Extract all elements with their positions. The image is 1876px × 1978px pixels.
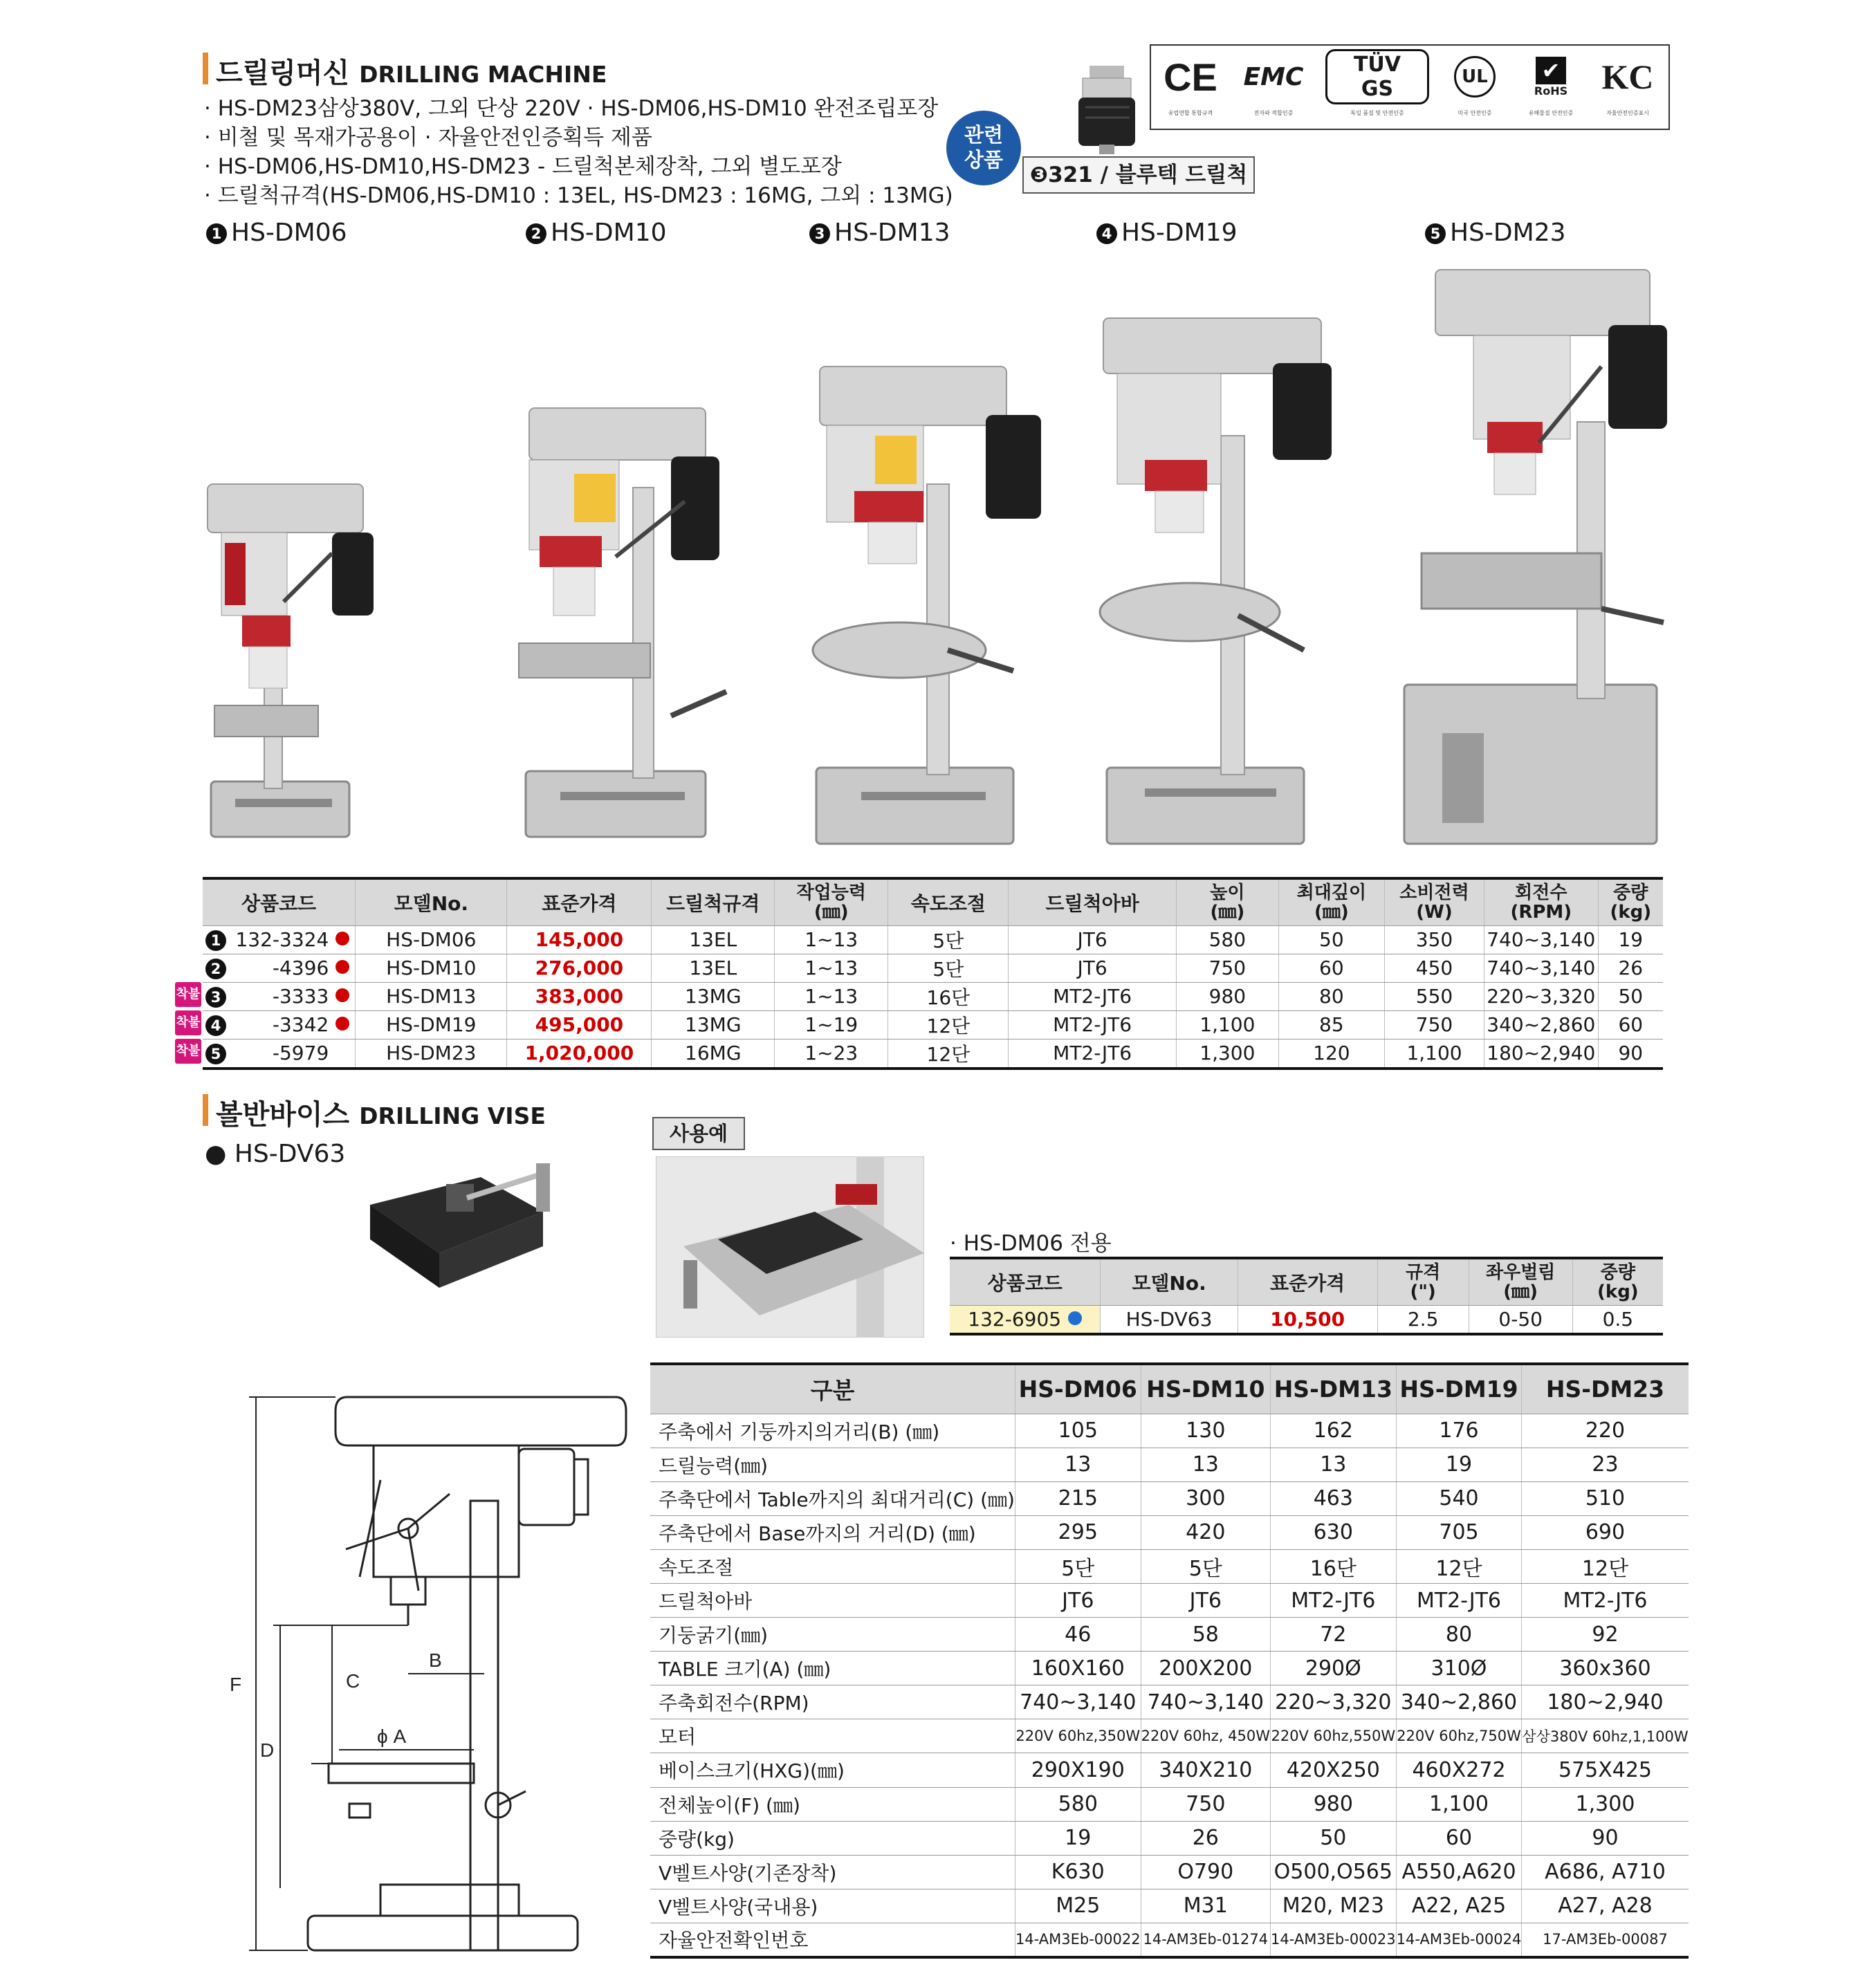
- ce-mark-icon: CE: [1164, 55, 1217, 99]
- spec-table: [650, 1362, 1689, 1959]
- status-dot: [335, 932, 349, 945]
- column-header: HS-DM10: [1141, 1364, 1270, 1414]
- spec-label-cell: TABLE 크기(A) (㎜): [650, 1652, 1015, 1685]
- column-header: 구분: [650, 1364, 1015, 1414]
- cert-caption: 미국 안전인증: [1457, 110, 1492, 116]
- column-header: 상품코드: [203, 878, 356, 925]
- column-header: 높이 (㎜): [1176, 878, 1278, 925]
- spec-value-cell: 23: [1522, 1448, 1689, 1481]
- dimension-label-b: B: [429, 1649, 442, 1671]
- drill-press-image-dm13: [806, 360, 1055, 851]
- spec-value-cell: MT2-JT6: [1270, 1583, 1396, 1617]
- spec-label-cell: 전체높이(F) (㎜): [650, 1787, 1015, 1821]
- table-row: [650, 1753, 1689, 1787]
- table-row: [650, 1787, 1689, 1821]
- kc-mark-icon: KC: [1601, 57, 1654, 96]
- usage-example-label: 사용예: [652, 1117, 745, 1150]
- spec-value-cell: 13: [1141, 1448, 1270, 1481]
- spec-value-cell: 16단: [1270, 1549, 1396, 1583]
- spec-value-cell: 13: [1270, 1448, 1396, 1481]
- drill-chuck-image: [1069, 66, 1145, 156]
- spec-value-cell: A686, A710: [1522, 1855, 1689, 1889]
- table-row: [650, 1549, 1689, 1583]
- spec-value-cell: 575X425: [1522, 1753, 1689, 1787]
- spec-value-cell: 750: [1141, 1787, 1270, 1821]
- spec-value-cell: M20, M23: [1270, 1889, 1396, 1923]
- collect-on-delivery-tag: 착불: [175, 1010, 201, 1035]
- spec-value-cell: 19: [1015, 1821, 1141, 1855]
- table-row: [650, 1448, 1689, 1481]
- column-header: 속도조절: [888, 878, 1009, 925]
- status-dot: [335, 1017, 349, 1030]
- check-icon: ✔: [1536, 57, 1566, 84]
- drill-press-image-dm19: [1096, 311, 1345, 851]
- spec-value-cell: 510: [1522, 1481, 1689, 1515]
- spec-value-cell: 130: [1141, 1414, 1270, 1448]
- product-code-cell: 2 -4396: [203, 954, 356, 982]
- table-row: [650, 1414, 1689, 1448]
- spec-value-cell: 17-AM3Eb-00087: [1522, 1923, 1689, 1957]
- spec-value-cell: 12단: [1396, 1549, 1522, 1583]
- spec-label-cell: 모터: [650, 1719, 1015, 1753]
- section-title-ko: 드릴링머신: [216, 57, 350, 89]
- column-header: 표준가격: [1238, 1258, 1377, 1305]
- cert-caption: 독일 품질 및 안전인증: [1350, 110, 1404, 116]
- spec-label-cell: 베이스크기(HXG)(㎜): [650, 1753, 1015, 1787]
- spec-value-cell: 72: [1270, 1618, 1396, 1652]
- column-header: 표준가격: [507, 878, 652, 925]
- spec-value-cell: 105: [1015, 1414, 1141, 1448]
- spec-value-cell: 1,300: [1522, 1787, 1689, 1821]
- cert-item: [1591, 46, 1664, 129]
- column-header: 좌우벌림 (㎜): [1469, 1258, 1572, 1305]
- spec-value-cell: 92: [1522, 1618, 1689, 1652]
- spec-value-cell: 14-AM3Eb-00023: [1270, 1923, 1396, 1957]
- column-header: HS-DM13: [1270, 1364, 1396, 1414]
- table-row: [650, 1923, 1689, 1957]
- spec-value-cell: 삼상380V 60hz,1,100W: [1522, 1719, 1689, 1753]
- column-header: 회전수 (RPM): [1484, 878, 1598, 925]
- column-header: 드릴척아바: [1009, 878, 1177, 925]
- spec-value-cell: 12단: [1522, 1549, 1689, 1583]
- table-row: 1 132-3324 HS-DM06 145,000 13EL 1~13 5단 JT6 580 50 350 740~3,140 19: [203, 925, 1663, 954]
- related-product-badge: 관련 상품: [946, 111, 1021, 185]
- cert-item: [1514, 46, 1588, 129]
- drilling-vise-image: [363, 1156, 585, 1295]
- spec-value-cell: 160X160: [1015, 1652, 1141, 1685]
- vise-model-label: ● HS-DV63: [205, 1140, 346, 1168]
- dimension-diagram: [221, 1376, 636, 1964]
- spec-label-cell: V벨트사양(국내용): [650, 1889, 1015, 1923]
- spec-value-cell: 180~2,940: [1522, 1685, 1689, 1719]
- spec-label-cell: 주축단에서 Base까지의 거리(D) (㎜): [650, 1515, 1015, 1549]
- spec-value-cell: 220V 60hz, 450W: [1141, 1719, 1270, 1753]
- spec-value-cell: 740~3,140: [1141, 1685, 1270, 1719]
- status-dot: [1068, 1311, 1082, 1325]
- spec-value-cell: 14-AM3Eb-00022: [1015, 1923, 1141, 1957]
- column-header: 모델No.: [1101, 1258, 1238, 1305]
- spec-label-cell: 기둥굵기(㎜): [650, 1618, 1015, 1652]
- table-row: 5 -5979 HS-DM23 1,020,000 16MG 1~23 12단 MT2-JT6 1,300 120 1,100 180~2,940 90: [203, 1039, 1663, 1069]
- cert-item: [1438, 46, 1511, 129]
- spec-value-cell: 740~3,140: [1015, 1685, 1141, 1719]
- spec-value-cell: 340~2,860: [1396, 1685, 1522, 1719]
- column-header: 드릴척규격: [652, 878, 775, 925]
- spec-label-cell: V벨트사양(기존장착): [650, 1855, 1015, 1889]
- table-row: 2 -4396 HS-DM10 276,000 13EL 1~13 5단 JT6 750 60 450 740~3,140 26: [203, 954, 1663, 982]
- spec-value-cell: JT6: [1015, 1583, 1141, 1617]
- collect-on-delivery-tag: 착불: [175, 982, 201, 1007]
- spec-label-cell: 속도조절: [650, 1549, 1015, 1583]
- table-row: [650, 1515, 1689, 1549]
- table-header-row: [203, 878, 1663, 925]
- column-header: 최대깊이 (㎜): [1278, 878, 1384, 925]
- cert-caption: 전자파 적합인증: [1253, 110, 1294, 116]
- dimension-label-d: D: [260, 1739, 275, 1761]
- table-row: [650, 1481, 1689, 1515]
- status-dot: [335, 960, 349, 974]
- spec-value-cell: 50: [1270, 1821, 1396, 1855]
- table-row: 132-6905 HS-DV63 10,500 2.5 0-50 0.5: [950, 1305, 1663, 1334]
- section-accent-bar: [203, 53, 208, 84]
- cert-caption: 자율안전인증표시: [1606, 110, 1649, 116]
- model-label-4: 4 HS-DM19: [1096, 219, 1238, 247]
- spec-value-cell: 14-AM3Eb-00024: [1396, 1923, 1522, 1957]
- spec-value-cell: K630: [1015, 1855, 1141, 1889]
- spec-label-cell: 드릴능력(㎜): [650, 1448, 1015, 1481]
- dimension-label-c: C: [346, 1670, 360, 1692]
- section-title-en: DRILLING VISE: [359, 1102, 546, 1129]
- vise-section-title: [216, 1093, 546, 1132]
- product-code-cell: 4 -3342: [203, 1010, 356, 1039]
- spec-value-cell: 630: [1270, 1515, 1396, 1549]
- table-row: [650, 1618, 1689, 1652]
- spec-value-cell: 215: [1015, 1481, 1141, 1515]
- column-header: HS-DM23: [1522, 1364, 1689, 1414]
- spec-value-cell: O500,O565: [1270, 1855, 1396, 1889]
- spec-value-cell: A550,A620: [1396, 1855, 1522, 1889]
- spec-value-cell: 220V 60hz,750W: [1396, 1719, 1522, 1753]
- model-label-2: 2 HS-DM10: [526, 219, 667, 247]
- table-row: 3 -3333 HS-DM13 383,000 13MG 1~13 16단 MT2-JT6 980 80 550 220~3,320 50: [203, 982, 1663, 1010]
- dimension-label-f: F: [230, 1674, 242, 1695]
- section-title-en: DRILLING MACHINE: [359, 61, 607, 88]
- spec-value-cell: 220V 60hz,350W: [1015, 1719, 1141, 1753]
- column-header: 소비전력 (W): [1385, 878, 1484, 925]
- product-code-cell: 132-6905: [950, 1305, 1101, 1334]
- feature-bullet: · 드릴척규격(HS-DM06,HS-DM10 : 13EL, HS-DM23 : 16MG, 그외 : 13MG): [204, 183, 953, 208]
- spec-value-cell: 690: [1522, 1515, 1689, 1549]
- column-header: 작업능력 (㎜): [775, 878, 888, 925]
- spec-value-cell: 162: [1270, 1414, 1396, 1448]
- spec-value-cell: 420: [1141, 1515, 1270, 1549]
- vise-note: · HS-DM06 전용: [950, 1231, 1112, 1256]
- vise-table-wrap: [950, 1257, 1663, 1335]
- spec-value-cell: 220~3,320: [1270, 1685, 1396, 1719]
- spec-value-cell: MT2-JT6: [1522, 1583, 1689, 1617]
- rohs-mark-icon: ✔ RoHS: [1534, 57, 1568, 98]
- cert-caption: 유럽연합 통합규격: [1168, 110, 1213, 116]
- spec-value-cell: 300: [1141, 1481, 1270, 1515]
- spec-value-cell: 705: [1396, 1515, 1522, 1549]
- spec-value-cell: 290X190: [1015, 1753, 1141, 1787]
- spec-value-cell: 176: [1396, 1414, 1522, 1448]
- column-header: HS-DM19: [1396, 1364, 1522, 1414]
- section-title-ko: 볼반바이스: [216, 1099, 350, 1131]
- cert-caption: 유해물질 안전인증: [1528, 110, 1574, 116]
- table-row: [650, 1652, 1689, 1685]
- spec-value-cell: 220V 60hz,550W: [1270, 1719, 1396, 1753]
- spec-value-cell: M25: [1015, 1889, 1141, 1923]
- ul-mark-icon: UL: [1438, 55, 1511, 98]
- spec-value-cell: 1,100: [1396, 1787, 1522, 1821]
- spec-label-cell: 드릴척아바: [650, 1583, 1015, 1617]
- spec-value-cell: 580: [1015, 1787, 1141, 1821]
- feature-bullet: · HS-DM06,HS-DM10,HS-DM23 - 드릴척본체장착, 그외 별도포장: [204, 154, 842, 179]
- spec-value-cell: 80: [1396, 1618, 1522, 1652]
- spec-value-cell: 420X250: [1270, 1753, 1396, 1787]
- spec-label-cell: 주축에서 기둥까지의거리(B) (㎜): [650, 1414, 1015, 1448]
- spec-value-cell: 460X272: [1396, 1753, 1522, 1787]
- collect-on-delivery-tag: 착불: [175, 1039, 201, 1064]
- vise-table: [950, 1257, 1663, 1335]
- spec-value-cell: 540: [1396, 1481, 1522, 1515]
- column-header: 중량 (kg): [1598, 878, 1663, 925]
- feature-bullets: [204, 94, 953, 210]
- table-row: [650, 1889, 1689, 1923]
- spec-value-cell: 14-AM3Eb-01274: [1141, 1923, 1270, 1957]
- spec-value-cell: 5단: [1015, 1549, 1141, 1583]
- related-product-label: ❸321 / 블루텍 드릴척: [1022, 156, 1255, 194]
- product-code-cell: 3 -3333: [203, 982, 356, 1010]
- spec-value-cell: 980: [1270, 1787, 1396, 1821]
- table-header-row: [650, 1364, 1689, 1414]
- cert-item: [1237, 46, 1310, 129]
- spec-label-cell: 주축단에서 Table까지의 최대거리(C) (㎜): [650, 1481, 1015, 1515]
- spec-value-cell: 220: [1522, 1414, 1689, 1448]
- certification-box: [1150, 44, 1670, 130]
- spec-label-cell: 자율안전확인번호: [650, 1923, 1015, 1957]
- spec-value-cell: 90: [1522, 1821, 1689, 1855]
- spec-value-cell: 295: [1015, 1515, 1141, 1549]
- spec-value-cell: A22, A25: [1396, 1889, 1522, 1923]
- table-row: [650, 1719, 1689, 1753]
- spec-value-cell: MT2-JT6: [1396, 1583, 1522, 1617]
- model-label-5: 5 HS-DM23: [1425, 219, 1566, 247]
- section-accent-bar: [203, 1094, 208, 1126]
- status-dot: [335, 988, 349, 1002]
- model-label-1: 1 HS-DM06: [206, 219, 347, 247]
- drill-press-image-dm23: [1401, 263, 1691, 858]
- drill-press-image-dm06: [201, 477, 380, 844]
- table-row: [650, 1855, 1689, 1889]
- emc-mark-icon: EMC: [1243, 62, 1304, 91]
- column-header: 규격 ("): [1377, 1258, 1469, 1305]
- spec-value-cell: 463: [1270, 1481, 1396, 1515]
- spec-value-cell: 26: [1141, 1821, 1270, 1855]
- gs-mark-icon: TÜV GS: [1325, 55, 1429, 98]
- spec-label-cell: 주축회전수(RPM): [650, 1685, 1015, 1719]
- spec-value-cell: A27, A28: [1522, 1889, 1689, 1923]
- spec-value-cell: 290Ø: [1270, 1652, 1396, 1685]
- drill-press-image-dm10: [512, 405, 733, 847]
- table-row: 4 -3342 HS-DM19 495,000 13MG 1~19 12단 MT2-JT6 1,100 85 750 340~2,860 60: [203, 1010, 1663, 1039]
- column-header: 중량 (kg): [1572, 1258, 1663, 1305]
- spec-value-cell: M31: [1141, 1889, 1270, 1923]
- spec-value-cell: O790: [1141, 1855, 1270, 1889]
- spec-value-cell: 46: [1015, 1618, 1141, 1652]
- cert-item: [1325, 46, 1429, 129]
- product-code-cell: 1 132-3324: [203, 925, 356, 954]
- product-table: [203, 877, 1663, 1070]
- cert-item: [1154, 46, 1227, 129]
- feature-bullet: · 비철 및 목재가공용이 · 자율안전인증획득 제품: [204, 125, 652, 150]
- section-title: [216, 51, 607, 91]
- spec-value-cell: JT6: [1141, 1583, 1270, 1617]
- feature-bullet: · HS-DM23삼상380V, 그외 단상 220V · HS-DM06,HS-DM10 완전조립포장: [204, 96, 939, 121]
- model-label-3: 3 HS-DM13: [809, 219, 950, 247]
- spec-value-cell: 58: [1141, 1618, 1270, 1652]
- spec-label-cell: 중량(kg): [650, 1821, 1015, 1855]
- spec-value-cell: 60: [1396, 1821, 1522, 1855]
- spec-value-cell: 13: [1015, 1448, 1141, 1481]
- spec-value-cell: 200X200: [1141, 1652, 1270, 1685]
- table-row: [650, 1821, 1689, 1855]
- column-header: 상품코드: [950, 1258, 1101, 1305]
- spec-value-cell: 5단: [1141, 1549, 1270, 1583]
- product-code-cell: 5 -5979: [203, 1039, 356, 1069]
- table-row: [650, 1583, 1689, 1617]
- column-header: 모델No.: [356, 878, 507, 925]
- dimension-label-a: ϕ A: [377, 1726, 407, 1747]
- spec-value-cell: 360x360: [1522, 1652, 1689, 1685]
- spec-value-cell: 310Ø: [1396, 1652, 1522, 1685]
- product-table-wrap: [203, 877, 1663, 1070]
- spec-table-wrap: [650, 1362, 1689, 1959]
- spec-value-cell: 340X210: [1141, 1753, 1270, 1787]
- vise-usage-image: [656, 1156, 924, 1338]
- table-row: [650, 1685, 1689, 1719]
- table-header-row: [950, 1258, 1663, 1305]
- spec-value-cell: 19: [1396, 1448, 1522, 1481]
- column-header: HS-DM06: [1015, 1364, 1141, 1414]
